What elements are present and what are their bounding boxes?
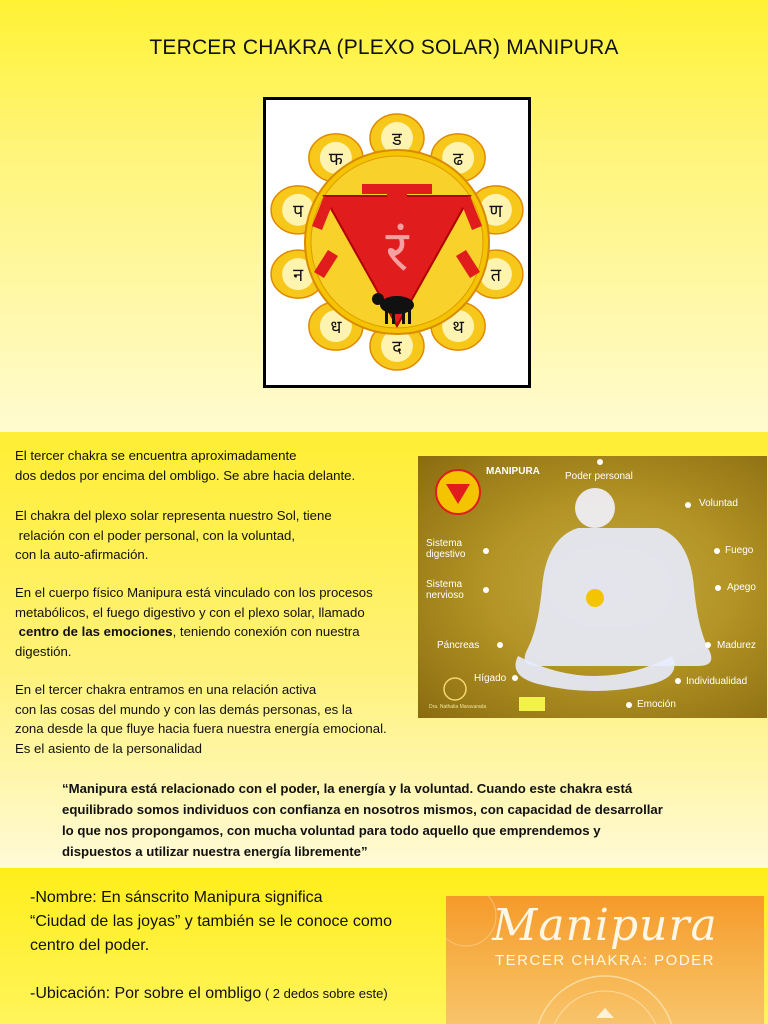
petal-glyph: त: [490, 265, 502, 287]
banner-subtitle: TERCER CHAKRA: PODER: [494, 952, 716, 969]
quote-line: “Manipura está relacionado con el poder, la energía y la voluntad. Cuando este chakra está: [62, 781, 633, 796]
petal-glyph: न: [293, 265, 304, 287]
manipura-banner: [446, 896, 764, 1024]
label-apego: Apego: [727, 582, 756, 593]
text-line: dos dedos por encima del ombligo. Se abre hacia delante.: [15, 467, 356, 483]
text-line: En el tercer chakra entramos en una relación activa: [15, 682, 317, 697]
label-madurez: Madurez: [717, 640, 756, 651]
quote-line: equilibrado somos individuos con confianza en nosotros mismos, con capacidad de desarrollar: [62, 802, 663, 817]
label-dot: [512, 675, 518, 681]
lotus-logo-icon: [444, 678, 466, 700]
ubicacion-label: -Ubicación: Por sobre el ombligo: [30, 985, 262, 1002]
label-dot: [685, 502, 691, 508]
paragraph-location: [15, 446, 355, 485]
info-nombre: [30, 886, 392, 958]
quote-line: lo que nos propongamos, con mucha voluntad para todo aquello que emprendemos y: [62, 823, 601, 838]
paragraph-physical-body: [15, 583, 373, 661]
label-dot: [483, 587, 489, 593]
paragraph-solar-plexus: [15, 506, 332, 565]
label-dot: [626, 702, 632, 708]
petal-glyph: द: [392, 337, 402, 358]
text-line: En el cuerpo físico Manipura está vinculado con los procesos: [15, 585, 373, 600]
text-line: Es el asiento de la personalidad: [15, 740, 202, 756]
banner-title: Manipura: [492, 900, 718, 951]
manipura-symbol: [266, 100, 528, 385]
text-line: , teniendo conexión con nuestra: [172, 624, 360, 639]
emotions-center-bold: centro de las emociones: [15, 624, 173, 639]
text-line: con las cosas del mundo y con las demás personas, es la: [15, 701, 353, 717]
text-line: relación con el poder personal, con la voluntad,: [15, 527, 296, 543]
label-higado: Hígado: [474, 673, 507, 684]
label-emocion: Emoción: [637, 699, 676, 710]
label-voluntad: Voluntad: [699, 498, 738, 509]
illustration-watermark: Dra. Nathalia Maravarada: [429, 704, 487, 710]
text-line: -Nombre: En sánscrito Manipura significa: [30, 889, 323, 906]
text-line: digestión.: [15, 643, 72, 659]
petal-glyph: प: [292, 200, 304, 222]
label-pancreas: Páncreas: [437, 640, 480, 651]
yellow-marker: [519, 697, 545, 711]
figure-torso: [525, 528, 712, 666]
label-sistema-nervioso: Sistema nervioso: [426, 579, 464, 601]
petal-glyph: ड: [392, 129, 402, 150]
manipura-symbol-frame: [263, 97, 531, 388]
bija-syllable: रं: [385, 219, 409, 284]
text-line: metabólicos, el fuego digestivo y con el plexo solar, llamado: [15, 604, 365, 620]
text-line: centro del poder.: [30, 937, 150, 954]
label-dot: [715, 585, 721, 591]
label-fuego: Fuego: [725, 545, 754, 556]
manipura-quote: [62, 778, 722, 862]
solar-plexus-glow: [586, 589, 604, 607]
label-poder-personal: Poder personal: [565, 471, 633, 482]
petal-glyph: ध: [330, 317, 342, 339]
figure-head: [575, 488, 615, 528]
label-dot: [597, 459, 603, 465]
label-dot: [675, 678, 681, 684]
ubicacion-note: ( 2 dedos sobre este): [261, 986, 388, 1001]
illustration-title: MANIPURA: [486, 466, 540, 477]
label-dot: [714, 548, 720, 554]
petal-glyph: ण: [489, 200, 503, 222]
text-line: El tercer chakra se encuentra aproximadamente: [15, 448, 297, 463]
text-line: El chakra del plexo solar representa nuestro Sol, tiene: [15, 508, 332, 523]
text-line: “Ciudad de las joyas” y también se le conoce como: [30, 913, 392, 930]
label-individualidad: Individualidad: [686, 676, 748, 687]
label-dot: [497, 642, 503, 648]
paragraph-active-relation: [15, 680, 387, 758]
petal-glyph: थ: [452, 317, 464, 339]
text-line: con la auto-afirmación.: [15, 547, 149, 562]
label-sistema-digestivo: Sistema digestivo: [426, 538, 466, 560]
info-ubicacion: [30, 982, 388, 1006]
label-dot: [483, 548, 489, 554]
petal-glyph: फ: [328, 148, 343, 170]
manipura-meditation-illustration: [418, 456, 767, 718]
label-dot: [705, 642, 711, 648]
page-title: TERCER CHAKRA (PLEXO SOLAR) MANIPURA: [149, 36, 619, 59]
text-line: zona desde la que fluye hacia fuera nuestra energía emocional.: [15, 721, 387, 736]
quote-line: dispuestos a utilizar nuestra energía libremente”: [62, 844, 368, 859]
petal-glyph: ढ: [453, 148, 464, 170]
